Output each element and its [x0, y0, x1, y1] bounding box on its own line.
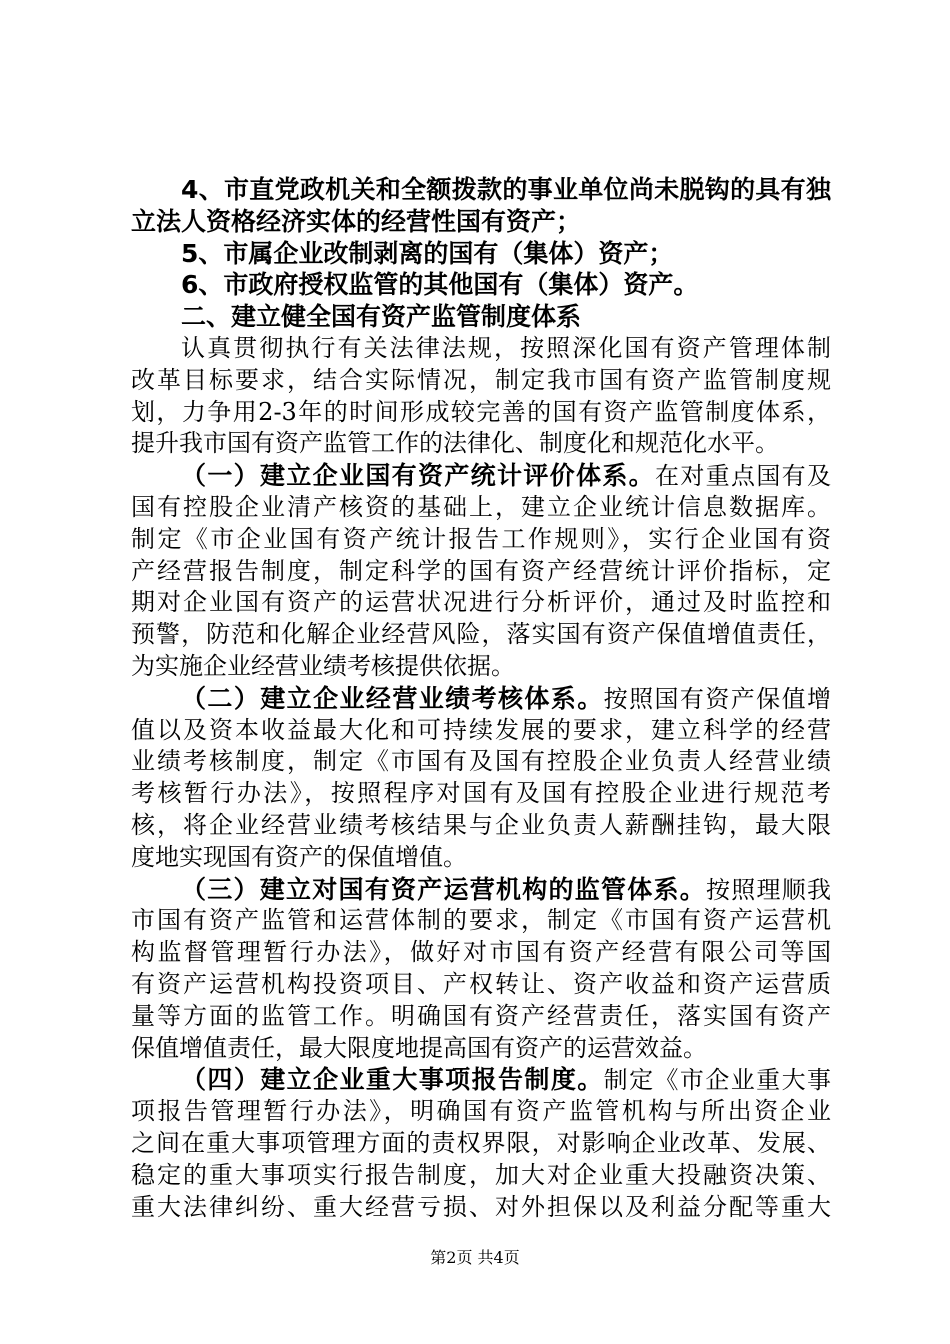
subsection-1-title: （一）建立企业国有资产统计评价体系。: [181, 461, 655, 491]
subsection-2-line: 值以及资本收益最大化和可持续发展的要求，建立科学的经营: [131, 715, 831, 744]
subsection-2-first-line: [131, 683, 831, 715]
subsection-3-line: 有资产运营机构投资项目、产权转让、资产收益和资产运营质: [131, 969, 831, 998]
subsection-3-line: 量等方面的监管工作。明确国有资产经营责任，落实国有资产: [131, 1001, 831, 1030]
section-2-intro-line: 划，力争用2-3年的时间形成较完善的国有资产监管制度体系，: [131, 397, 831, 426]
subsection-4-line: 项报告管理暂行办法》，明确国有资产监管机构与所出资企业: [131, 1097, 831, 1126]
subsection-4-line: 之间在重大事项管理方面的责权界限，对影响企业改革、发展、: [131, 1128, 831, 1157]
item-4-line-1: 4、市直党政机关和全额拨款的事业单位尚未脱钩的具有独: [181, 175, 831, 204]
section-2-intro-line: 认真贯彻执行有关法律法规，按照深化国有资产管理体制: [181, 333, 831, 362]
document-body: [131, 174, 831, 1223]
subsection-2-line: 业绩考核制度，制定《市国有及国有控股企业负责人经营业绩: [131, 747, 831, 776]
subsection-4-first-line: [131, 1064, 831, 1096]
subsection-3-lead: 按照理顺我: [706, 875, 831, 904]
subsection-4-title: （四）建立企业重大事项报告制度。: [181, 1065, 604, 1095]
subsection-1-line: 制定《市企业国有资产统计报告工作规则》，实行企业国有资: [131, 524, 831, 553]
subsection-2-line: 核，将企业经营业绩考核结果与企业负责人薪酬挂钩，最大限: [131, 810, 831, 839]
subsection-2-lead: 按照国有资产保值增: [603, 684, 831, 713]
subsection-1-line: 国有控股企业清产核资的基础上，建立企业统计信息数据库。: [131, 492, 831, 521]
subsection-1-first-line: [131, 460, 831, 492]
subsection-2-title: （二）建立企业经营业绩考核体系。: [181, 683, 604, 713]
subsection-2-line: 度地实现国有资产的保值增值。: [131, 842, 467, 871]
subsection-1-line: 产经营报告制度，制定科学的国有资产经营统计评价指标，定: [131, 556, 831, 585]
subsection-4-lead: 制定《市企业重大事: [603, 1066, 831, 1095]
item-4-line-2: 立法人资格经济实体的经营性国有资产；: [131, 206, 582, 236]
subsection-3-line: 保值增值责任，最大限度地提高国有资产的运营效益。: [131, 1033, 707, 1062]
subsection-1-line: 期对企业国有资产的运营状况进行分析评价，通过及时监控和: [131, 588, 831, 617]
subsection-4-line: 重大法律纠纷、重大经营亏损、对外担保以及利益分配等重大: [131, 1192, 831, 1221]
subsection-2-line: 考核暂行办法》，按照程序对国有及国有控股企业进行规范考: [131, 779, 831, 808]
item-5: 5、市属企业改制剥离的国有（集体）资产；: [181, 238, 674, 268]
subsection-4-line: 稳定的重大事项实行报告制度，加大对企业重大投融资决策、: [131, 1160, 831, 1189]
section-2-intro-line: 改革目标要求，结合实际情况，制定我市国有资产监管制度规: [131, 365, 831, 394]
subsection-3-title: （三）建立对国有资产运营机构的监管体系。: [181, 874, 706, 904]
subsection-1-line: 预警，防范和化解企业经营风险，落实国有资产保值增值责任，: [131, 620, 831, 649]
page-number-footer: 第2页 共4页: [430, 1248, 520, 1267]
subsection-3-line: 市国有资产监管和运营体制的要求，制定《市国有资产运营机: [131, 906, 831, 935]
subsection-3-first-line: [131, 874, 831, 906]
section-2-intro-line: 提升我市国有资产监管工作的法律化、制度化和规范化水平。: [131, 429, 779, 458]
subsection-3-line: 构监督管理暂行办法》，做好对市国有资产经营有限公司等国: [131, 938, 831, 967]
section-2-heading: 二、建立健全国有资产监管制度体系: [181, 302, 582, 332]
subsection-1-line: 为实施企业经营业绩考核提供依据。: [131, 651, 515, 680]
item-6: 6、市政府授权监管的其他国有（集体）资产。: [181, 270, 699, 300]
subsection-1-lead: 在对重点国有及: [655, 462, 831, 491]
